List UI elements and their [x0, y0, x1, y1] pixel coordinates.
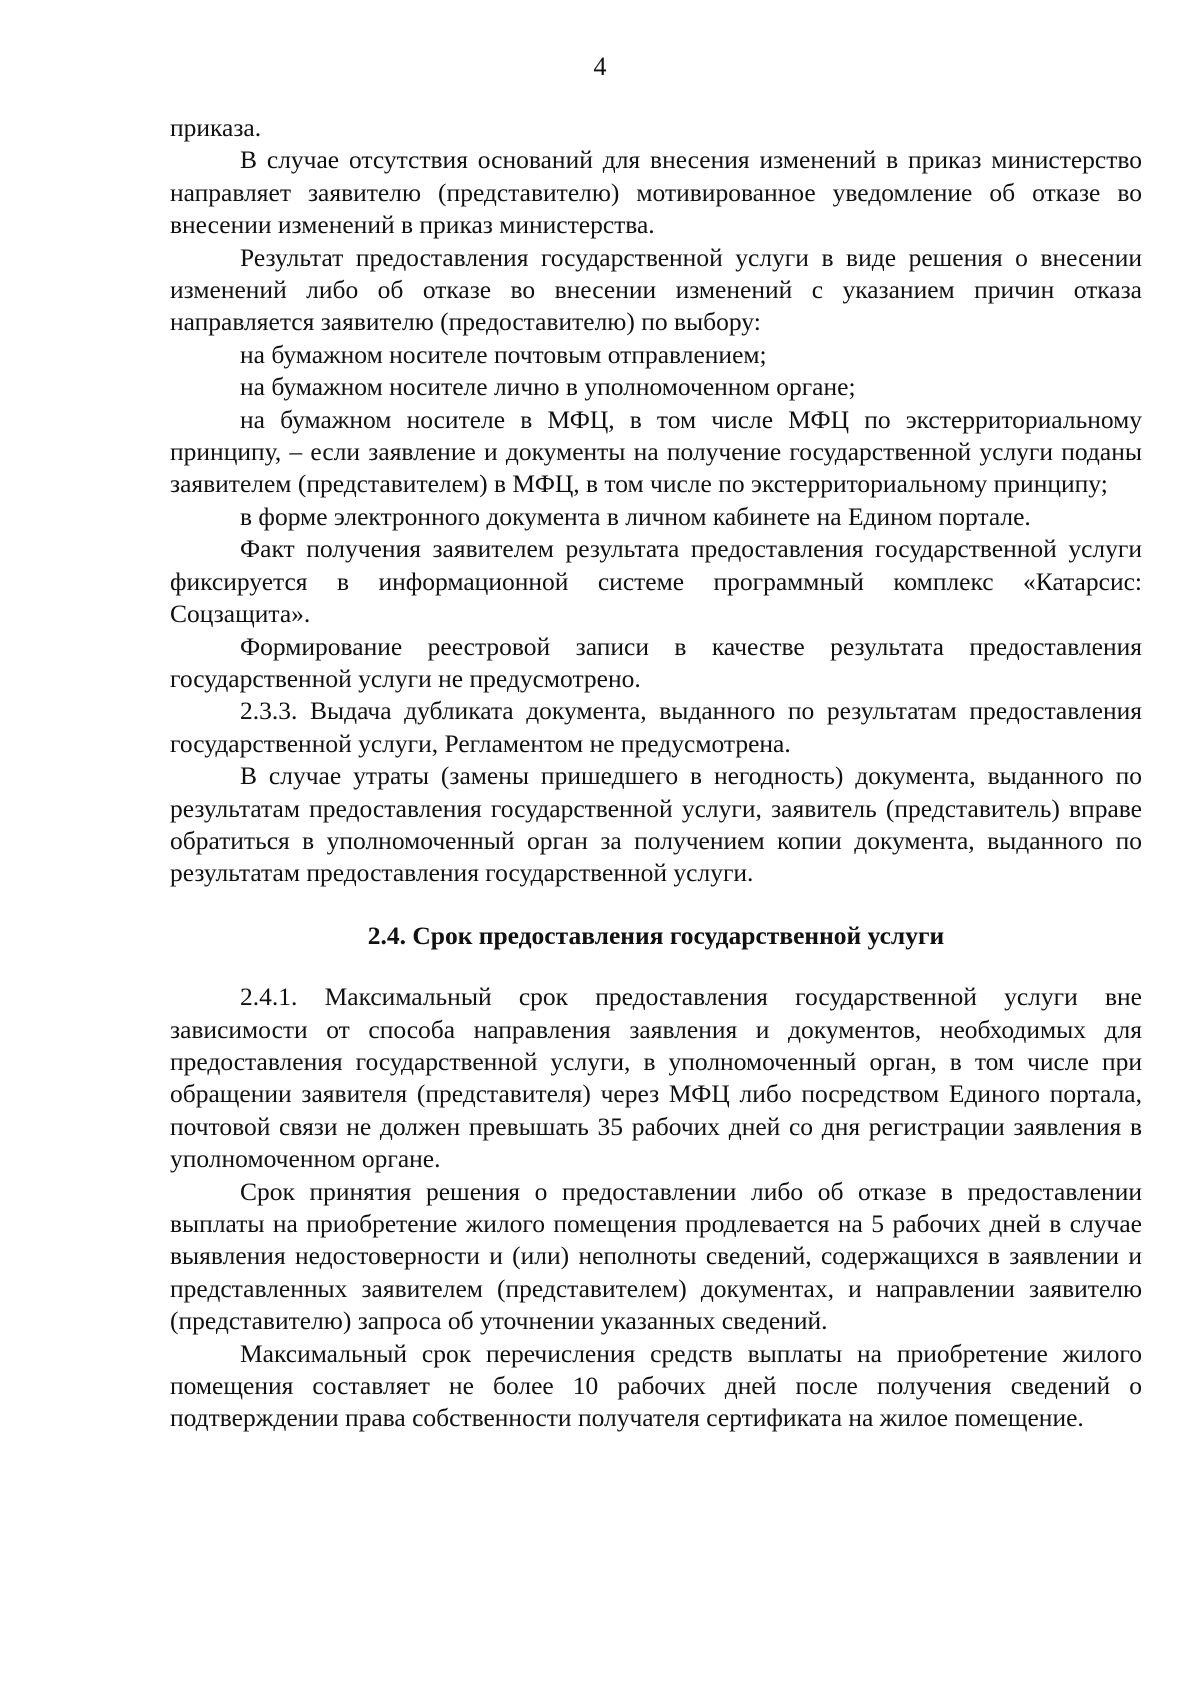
delivery-option-portal: в форме электронного документа в личном кабинете на Едином портале. [240, 501, 1031, 531]
page-number: 4 [593, 52, 607, 81]
paragraph-registry-record: Формирование реестровой записи в качестве результата предоставления государственной услуги не предусмотрено. [170, 631, 1142, 693]
paragraph-max-term: 2.4.1. Максимальный срок предоставления государственной услуги вне зависимости от способа направления заявления и документов, необходимых для предоставления государственной услуги, в уполномоченный орган, в том числе при обращении заявителя (представителя) через МФЦ либо посредством Единого портала, почтовой связи не должен превышать 35 рабочих дней со дня регистрации заявления в уполномоченном органе. [170, 982, 1142, 1174]
delivery-option-mfc: на бумажном носителе в МФЦ, в том числе МФЦ по экстерриториальному принципу, – если заявление и документы на получение государственной услуги поданы заявителем (представителем) в МФЦ, в том числе по экстерриториальному принципу; [170, 404, 1142, 499]
paragraph-continuation: приказа. [170, 113, 262, 142]
paragraph-duplicate: 2.3.3. Выдача дубликата документа, выданного по результатам предоставления государственной услуги, Регламентом не предусмотрена. [170, 696, 1142, 758]
document-body [170, 112, 1142, 1435]
paragraph-refusal-notice: В случае отсутствия оснований для внесения изменений в приказ министерство направляет заявителю (представителю) мотивированное уведомление об отказе во внесении изменений в приказ министерства. [170, 145, 1142, 240]
delivery-option-in-person: на бумажном носителе лично в уполномоченном органе; [240, 372, 856, 402]
section-heading: 2.4. Срок предоставления государственной услуги [367, 920, 945, 950]
paragraph-term-extension: Срок принятия решения о предоставлении либо об отказе в предоставлении выплаты на приобретение жилого помещения продлевается на 5 рабочих дней в случае выявления недостоверности и (или) неполноты сведений, содержащихся в заявлении и представленных заявителем (представителем) документах, и направлении заявителю (представителю) запроса об уточнении указанных сведений. [170, 1176, 1142, 1336]
paragraph-payment-term: Максимальный срок перечисления средств выплаты на приобретение жилого помещения составляет не более 10 рабочих дней после получения сведений о подтверждении права собственности получателя сертификата на жилое помещение. [170, 1338, 1142, 1433]
paragraph-loss-of-document: В случае утраты (замены пришедшего в негодность) документа, выданного по результатам предоставления государственной услуги, заявитель (представитель) вправе обратиться в уполномоченный орган за получением копии документа, выданного по результатам предоставления государственной услуги. [170, 761, 1142, 888]
delivery-option-mail: на бумажном носителе почтовым отправлением; [240, 339, 767, 369]
paragraph-result-registration: Факт получения заявителем результата предоставления государственной услуги фиксируется в информационной системе программный комплекс «Катарсис: Соцзащита». [170, 534, 1142, 629]
paragraph-result-delivery: Результат предоставления государственной услуги в виде решения о внесении изменений либо об отказе во внесении изменений с указанием причин отказа направляется заявителю (предоставителю) по выбору: [170, 242, 1142, 337]
